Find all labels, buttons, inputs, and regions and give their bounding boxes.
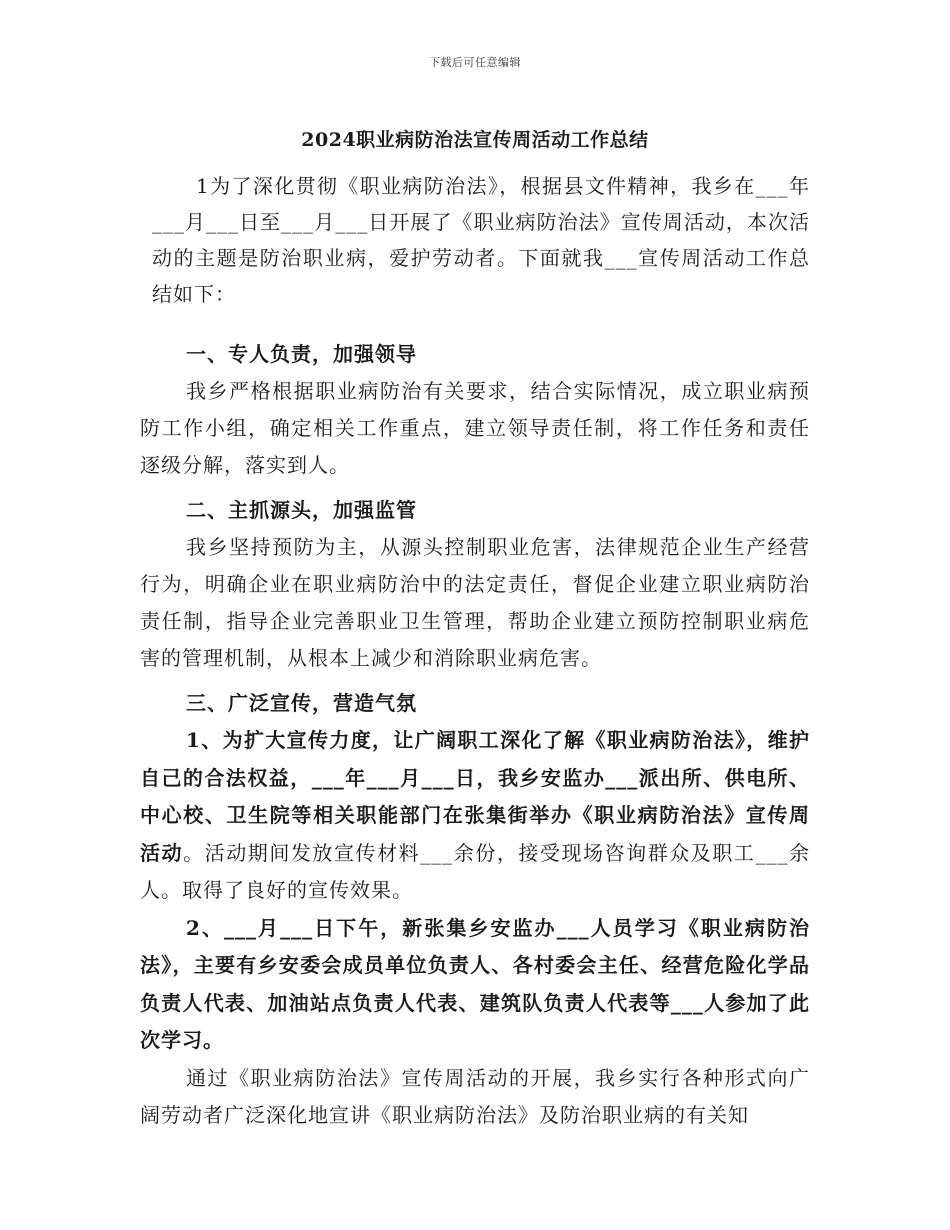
header-note: 下载后可任意编辑 <box>429 56 521 69</box>
item-1-paragraph <box>140 722 810 910</box>
item-1-bold-text: 1、为扩大宣传力度，让广阔职工深化了解《职业病防治法》，维护自己的合法权益，___年___月___日，我乡安监办___派出所、供电所、中心校、卫生院等相关职能部门在张集街举办《职业病防治法》宣传周活动 <box>140 728 810 865</box>
section-heading-2: 二、主抓源头，加强监管 <box>186 498 417 522</box>
item-1-normal-text: 。活动期间发放宣传材料___余份，接受现场咨询群众及职工___余人。取得了良好的宣传效果。 <box>140 840 811 902</box>
section-body-2: 我乡坚持预防为主，从源头控制职业危害，法律规范企业生产经营行为，明确企业在职业病防治中的法定责任，督促企业建立职业病防治责任制，指导企业完善职业卫生管理，帮助企业建立预防控制职业病危害的管理机制，从根本上减少和消除职业病危害。 <box>140 535 810 670</box>
section-body-1: 我乡严格根据职业病防治有关要求，结合实际情况，成立职业病预防工作小组，确定相关工作重点，建立领导责任制，将工作任务和责任逐级分解，落实到人。 <box>140 379 810 477</box>
item-2-paragraph: 2、___月___日下午，新张集乡安监办___人员学习《职业病防治法》，主要有乡安委会成员单位负责人、各村委会主任、经营危险化学品负责人代表、加油站点负责人代表、建筑队负责人代表等___人参加了此次学习。 <box>140 915 810 1052</box>
closing-paragraph: 通过《职业病防治法》宣传周活动的开展，我乡实行各种形式向广阔劳动者广泛深化地宣讲《职业病防治法》及防治职业病的有关知 <box>140 1065 810 1127</box>
document-title: 2024职业病防治法宣传周活动工作总结 <box>301 129 649 151</box>
intro-paragraph: 1为了深化贯彻《职业病防治法》，根据县文件精神，我乡在___年___月___日至___月___日开展了《职业病防治法》宣传周活动，本次活动的主题是防治职业病，爱护劳动者。下面就我___宣传周活动工作总结如下： <box>152 174 810 306</box>
section-heading-3: 三、广泛宣传，营造气氛 <box>186 691 417 715</box>
document-body <box>140 168 810 1134</box>
section-heading-1: 一、专人负责，加强领导 <box>186 342 417 366</box>
